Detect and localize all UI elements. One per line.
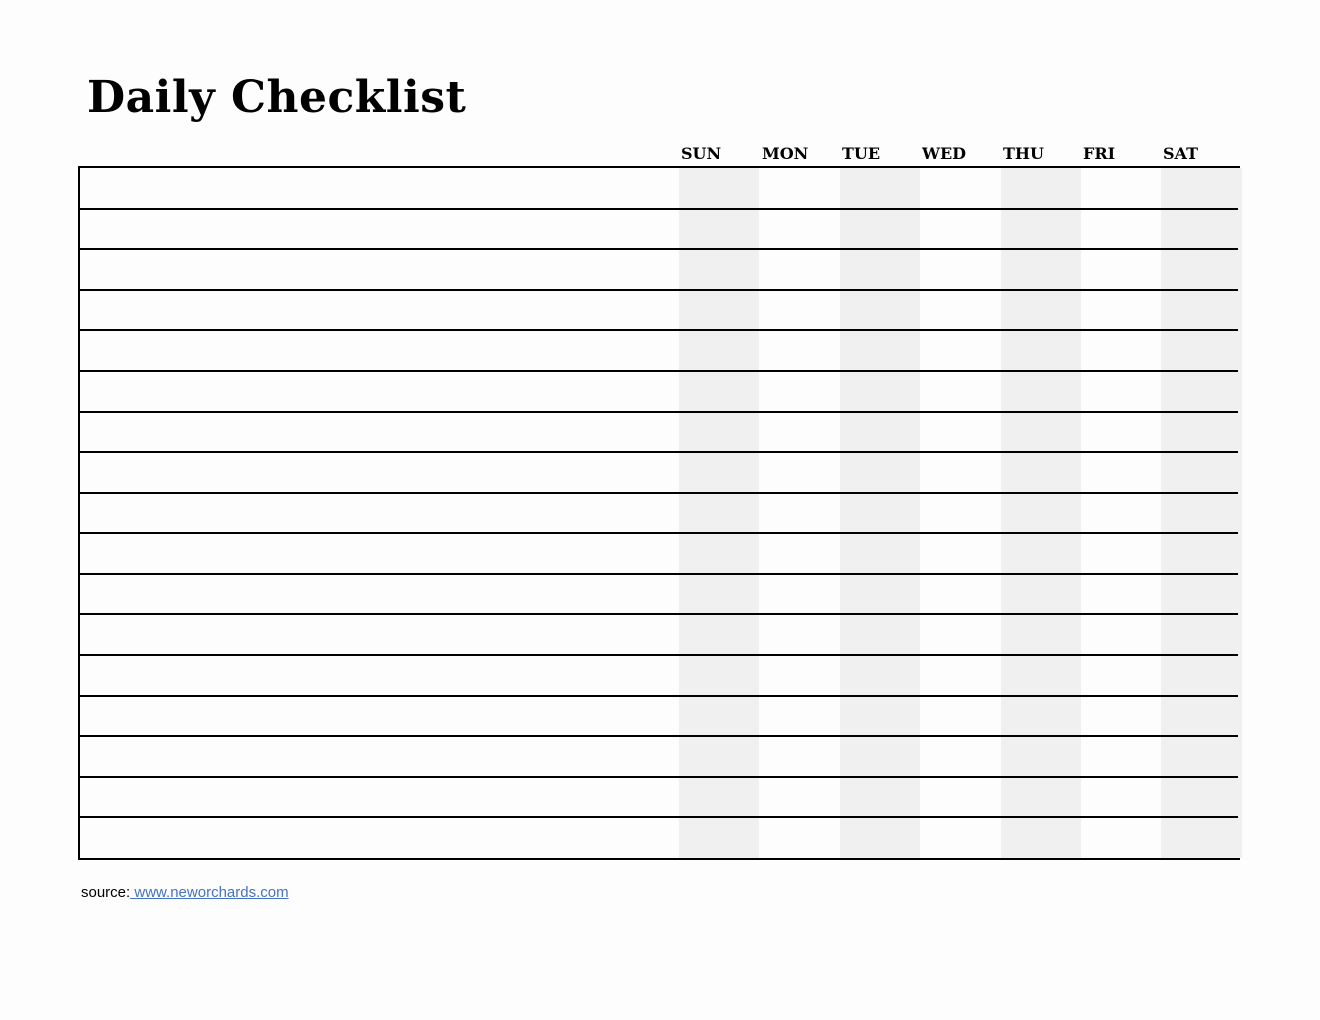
page-title: Daily Checklist (87, 72, 467, 123)
check-cell-tue[interactable] (840, 412, 920, 453)
check-cell-fri[interactable] (1081, 777, 1161, 818)
check-cell-fri[interactable] (1081, 209, 1161, 250)
check-cell-sun[interactable] (679, 574, 759, 615)
check-cell-tue[interactable] (840, 209, 920, 250)
checklist-table (78, 166, 1240, 860)
task-cell[interactable] (80, 777, 677, 818)
check-cell-thu[interactable] (1001, 290, 1081, 331)
check-cell-sat[interactable] (1161, 696, 1241, 737)
check-cell-fri[interactable] (1081, 493, 1161, 534)
check-cell-sun[interactable] (679, 736, 759, 777)
task-cell[interactable] (80, 533, 677, 574)
check-cell-sat[interactable] (1161, 452, 1241, 493)
check-cell-tue[interactable] (840, 817, 920, 858)
row-divider (80, 776, 1238, 778)
check-cell-fri[interactable] (1081, 452, 1161, 493)
row-divider (80, 208, 1238, 210)
row-divider (80, 532, 1238, 534)
check-cell-tue[interactable] (840, 696, 920, 737)
check-cell-thu[interactable] (1001, 168, 1081, 209)
check-cell-fri[interactable] (1081, 371, 1161, 412)
table-row (80, 209, 1238, 250)
check-cell-sat[interactable] (1161, 493, 1241, 534)
check-cell-fri[interactable] (1081, 412, 1161, 453)
check-cell-thu[interactable] (1001, 249, 1081, 290)
check-cell-sun[interactable] (679, 614, 759, 655)
check-cell-tue[interactable] (840, 614, 920, 655)
check-cell-mon[interactable] (759, 290, 839, 331)
task-cell[interactable] (80, 371, 677, 412)
task-cell[interactable] (80, 817, 677, 858)
table-row (80, 777, 1238, 818)
table-row (80, 371, 1238, 412)
check-cell-mon[interactable] (759, 655, 839, 696)
check-cell-wed[interactable] (920, 696, 1000, 737)
row-divider (80, 370, 1238, 372)
check-cell-tue[interactable] (840, 330, 920, 371)
row-divider (80, 573, 1238, 575)
check-cell-sat[interactable] (1161, 736, 1241, 777)
check-cell-wed[interactable] (920, 249, 1000, 290)
check-cell-thu[interactable] (1001, 817, 1081, 858)
table-row (80, 655, 1238, 696)
check-cell-fri[interactable] (1081, 655, 1161, 696)
check-cell-wed[interactable] (920, 209, 1000, 250)
check-cell-mon[interactable] (759, 736, 839, 777)
task-cell[interactable] (80, 249, 677, 290)
check-cell-sat[interactable] (1161, 614, 1241, 655)
check-cell-mon[interactable] (759, 574, 839, 615)
check-cell-fri[interactable] (1081, 736, 1161, 777)
table-row (80, 249, 1238, 290)
check-cell-mon[interactable] (759, 533, 839, 574)
check-cell-wed[interactable] (920, 452, 1000, 493)
table-row (80, 330, 1238, 371)
check-cell-mon[interactable] (759, 614, 839, 655)
check-cell-wed[interactable] (920, 777, 1000, 818)
check-cell-fri[interactable] (1081, 290, 1161, 331)
check-cell-tue[interactable] (840, 777, 920, 818)
check-cell-sat[interactable] (1161, 533, 1241, 574)
row-divider (80, 654, 1238, 656)
check-cell-sat[interactable] (1161, 412, 1241, 453)
check-cell-thu[interactable] (1001, 574, 1081, 615)
check-cell-mon[interactable] (759, 817, 839, 858)
check-cell-tue[interactable] (840, 655, 920, 696)
check-cell-sun[interactable] (679, 452, 759, 493)
check-cell-wed[interactable] (920, 371, 1000, 412)
check-cell-thu[interactable] (1001, 209, 1081, 250)
check-cell-sat[interactable] (1161, 574, 1241, 615)
check-cell-fri[interactable] (1081, 533, 1161, 574)
check-cell-tue[interactable] (840, 452, 920, 493)
row-divider (80, 411, 1238, 413)
task-cell[interactable] (80, 736, 677, 777)
check-cell-mon[interactable] (759, 777, 839, 818)
check-cell-fri[interactable] (1081, 614, 1161, 655)
task-cell[interactable] (80, 614, 677, 655)
row-divider (80, 329, 1238, 331)
check-cell-wed[interactable] (920, 736, 1000, 777)
check-cell-tue[interactable] (840, 736, 920, 777)
check-cell-mon[interactable] (759, 493, 839, 534)
task-cell[interactable] (80, 209, 677, 250)
check-cell-mon[interactable] (759, 209, 839, 250)
check-cell-thu[interactable] (1001, 533, 1081, 574)
check-cell-sun[interactable] (679, 249, 759, 290)
check-cell-mon[interactable] (759, 452, 839, 493)
check-cell-sun[interactable] (679, 533, 759, 574)
row-divider (80, 248, 1238, 250)
check-cell-tue[interactable] (840, 533, 920, 574)
row-divider (80, 492, 1238, 494)
check-cell-sun[interactable] (679, 493, 759, 534)
check-cell-thu[interactable] (1001, 614, 1081, 655)
check-cell-sun[interactable] (679, 290, 759, 331)
check-cell-thu[interactable] (1001, 736, 1081, 777)
check-cell-sat[interactable] (1161, 168, 1241, 209)
check-cell-wed[interactable] (920, 817, 1000, 858)
check-cell-sat[interactable] (1161, 209, 1241, 250)
check-cell-sat[interactable] (1161, 330, 1241, 371)
day-header-fri: FRI (1083, 144, 1116, 163)
check-cell-sat[interactable] (1161, 371, 1241, 412)
table-row (80, 452, 1238, 493)
task-cell[interactable] (80, 412, 677, 453)
check-cell-thu[interactable] (1001, 371, 1081, 412)
row-divider (80, 451, 1238, 453)
task-cell[interactable] (80, 655, 677, 696)
check-cell-thu[interactable] (1001, 452, 1081, 493)
check-cell-wed[interactable] (920, 574, 1000, 615)
check-cell-wed[interactable] (920, 412, 1000, 453)
day-header-mon: MON (762, 144, 809, 163)
check-cell-tue[interactable] (840, 371, 920, 412)
check-cell-wed[interactable] (920, 614, 1000, 655)
check-cell-sun[interactable] (679, 371, 759, 412)
table-row (80, 574, 1238, 615)
table-row (80, 412, 1238, 453)
row-divider (80, 816, 1238, 818)
check-cell-sun[interactable] (679, 412, 759, 453)
day-header-wed: WED (922, 144, 967, 163)
check-cell-mon[interactable] (759, 330, 839, 371)
check-cell-thu[interactable] (1001, 493, 1081, 534)
check-cell-sun[interactable] (679, 696, 759, 737)
table-row (80, 493, 1238, 534)
check-cell-fri[interactable] (1081, 817, 1161, 858)
check-cell-wed[interactable] (920, 533, 1000, 574)
check-cell-sun[interactable] (679, 168, 759, 209)
table-row (80, 736, 1238, 777)
check-cell-sat[interactable] (1161, 249, 1241, 290)
check-cell-thu[interactable] (1001, 696, 1081, 737)
check-cell-fri[interactable] (1081, 168, 1161, 209)
check-cell-sat[interactable] (1161, 777, 1241, 818)
check-cell-sun[interactable] (679, 817, 759, 858)
day-header-thu: THU (1003, 144, 1044, 163)
check-cell-sat[interactable] (1161, 817, 1241, 858)
source-label: source: (81, 884, 131, 901)
check-cell-mon[interactable] (759, 168, 839, 209)
check-cell-tue[interactable] (840, 493, 920, 534)
check-cell-fri[interactable] (1081, 330, 1161, 371)
check-cell-sun[interactable] (679, 330, 759, 371)
row-divider (80, 613, 1238, 615)
check-cell-sun[interactable] (679, 655, 759, 696)
check-cell-wed[interactable] (920, 655, 1000, 696)
check-cell-tue[interactable] (840, 574, 920, 615)
check-cell-wed[interactable] (920, 290, 1000, 331)
table-row (80, 533, 1238, 574)
task-cell[interactable] (80, 330, 677, 371)
task-cell[interactable] (80, 574, 677, 615)
table-row (80, 290, 1238, 331)
check-cell-mon[interactable] (759, 371, 839, 412)
check-cell-fri[interactable] (1081, 249, 1161, 290)
table-row (80, 696, 1238, 737)
check-cell-tue[interactable] (840, 168, 920, 209)
day-header-tue: TUE (842, 144, 881, 163)
day-header-sat: SAT (1163, 144, 1198, 163)
task-cell[interactable] (80, 493, 677, 534)
task-cell[interactable] (80, 290, 677, 331)
task-cell[interactable] (80, 696, 677, 737)
task-cell[interactable] (80, 452, 677, 493)
check-cell-tue[interactable] (840, 290, 920, 331)
source-link[interactable]: www.neworchards.com (130, 884, 289, 901)
table-row (80, 817, 1238, 858)
table-row (80, 614, 1238, 655)
row-divider (80, 735, 1238, 737)
check-cell-mon[interactable] (759, 412, 839, 453)
check-cell-wed[interactable] (920, 168, 1000, 209)
day-header-sun: SUN (681, 144, 722, 163)
table-row (80, 168, 1238, 209)
check-cell-thu[interactable] (1001, 655, 1081, 696)
check-cell-sat[interactable] (1161, 655, 1241, 696)
check-cell-tue[interactable] (840, 249, 920, 290)
check-cell-mon[interactable] (759, 249, 839, 290)
task-cell[interactable] (80, 168, 677, 209)
row-divider (80, 695, 1238, 697)
check-cell-sun[interactable] (679, 209, 759, 250)
check-cell-mon[interactable] (759, 696, 839, 737)
row-divider (80, 289, 1238, 291)
check-cell-thu[interactable] (1001, 777, 1081, 818)
check-cell-thu[interactable] (1001, 412, 1081, 453)
check-cell-wed[interactable] (920, 493, 1000, 534)
check-cell-sat[interactable] (1161, 290, 1241, 331)
check-cell-fri[interactable] (1081, 696, 1161, 737)
check-cell-wed[interactable] (920, 330, 1000, 371)
source-footer (81, 884, 289, 901)
check-cell-fri[interactable] (1081, 574, 1161, 615)
check-cell-sun[interactable] (679, 777, 759, 818)
check-cell-thu[interactable] (1001, 330, 1081, 371)
